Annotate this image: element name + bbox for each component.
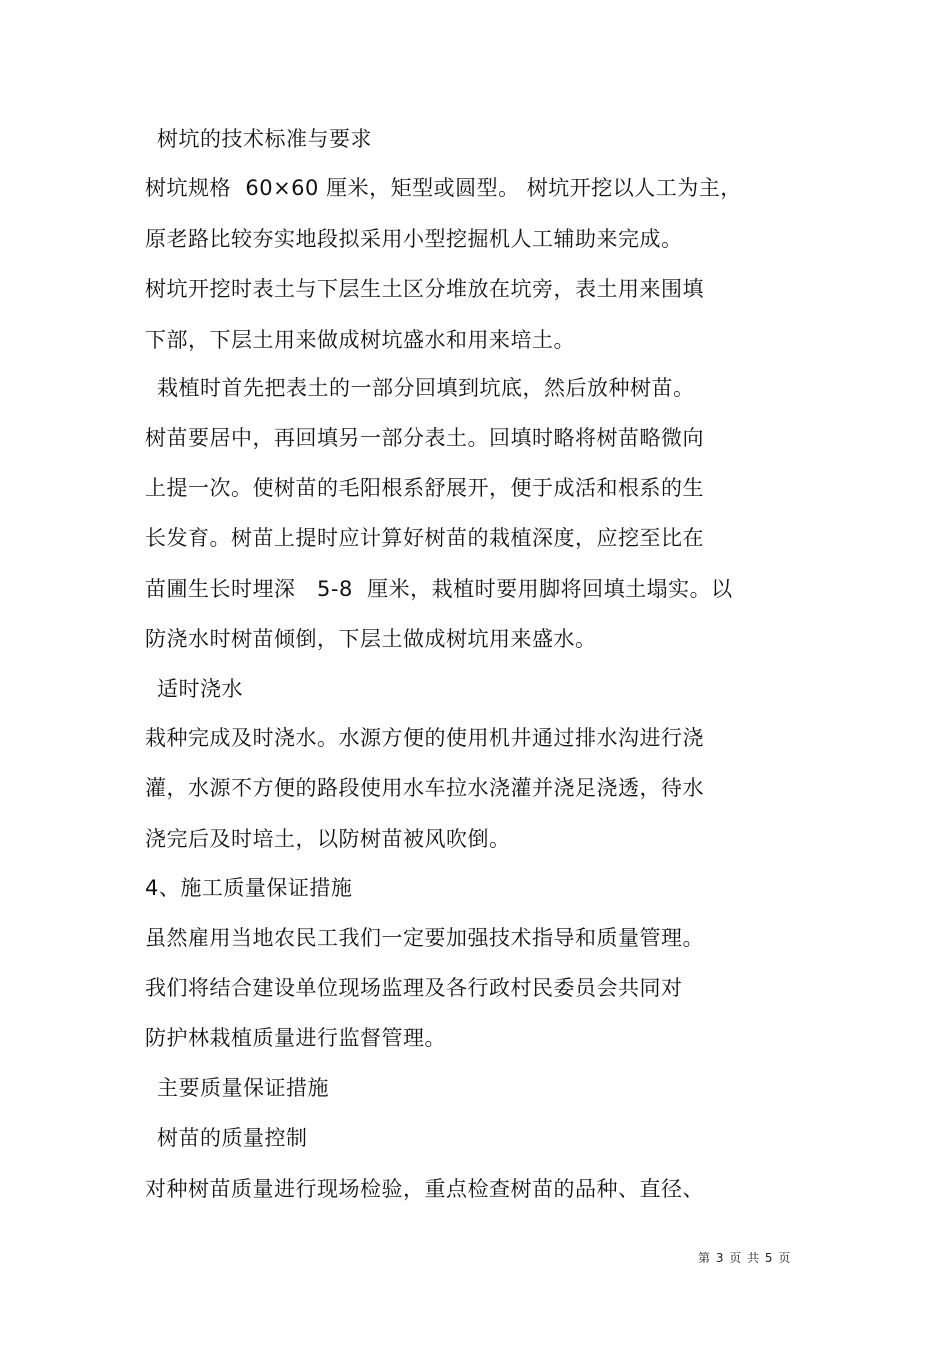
paragraph-line: 树坑开挖时表土与下层生土区分堆放在坑旁，表土用来围填 <box>145 277 704 301</box>
heading-quality-measures: 4、施工质量保证措施 <box>145 876 353 900</box>
heading-pit-standards: 树坑的技术标准与要求 <box>157 127 372 151</box>
paragraph-line: 苗圃生长时埋深 5-8 厘米，栽植时要用脚将回填土塌实。以 <box>145 577 733 601</box>
paragraph-line: 防浇水时树苗倾倒，下层土做成树坑用来盛水。 <box>145 627 597 651</box>
paragraph-line: 虽然雇用当地农民工我们一定要加强技术指导和质量管理。 <box>145 926 704 950</box>
paragraph-line: 我们将结合建设单位现场监理及各行政村民委员会共同对 <box>145 976 683 1000</box>
heading-main-measures: 主要质量保证措施 <box>157 1076 329 1100</box>
page-number-footer: 第 3 页 共 5 页 <box>698 1251 792 1265</box>
paragraph-line: 浇完后及时培土，以防树苗被风吹倒。 <box>145 827 511 851</box>
paragraph-line: 对种树苗质量进行现场检验，重点检查树苗的品种、直径、 <box>145 1177 704 1201</box>
heading-seedling-quality: 树苗的质量控制 <box>157 1126 308 1150</box>
heading-watering: 适时浇水 <box>157 677 243 701</box>
paragraph-line: 栽植时首先把表土的一部分回填到坑底，然后放种树苗。 <box>157 376 695 400</box>
paragraph-line: 防护林栽植质量进行监督管理。 <box>145 1026 446 1050</box>
paragraph-line: 树坑规格 60×60 厘米，矩型或圆型。 树坑开挖以人工为主， <box>145 176 742 200</box>
paragraph-line: 下部，下层土用来做成树坑盛水和用来培土。 <box>145 328 575 352</box>
paragraph-line: 上提一次。使树苗的毛阳根系舒展开，便于成活和根系的生 <box>145 476 704 500</box>
paragraph-line: 栽种完成及时浇水。水源方便的使用机井通过排水沟进行浇 <box>145 726 704 750</box>
paragraph-line: 灌，水源不方便的路段使用水车拉水浇灌并浇足浇透，待水 <box>145 776 704 800</box>
paragraph-line: 树苗要居中，再回填另一部分表土。回填时略将树苗略微向 <box>145 426 704 450</box>
paragraph-line: 长发育。树苗上提时应计算好树苗的栽植深度，应挖至比在 <box>145 526 704 550</box>
paragraph-line: 原老路比较夯实地段拟采用小型挖掘机人工辅助来完成。 <box>145 227 683 251</box>
